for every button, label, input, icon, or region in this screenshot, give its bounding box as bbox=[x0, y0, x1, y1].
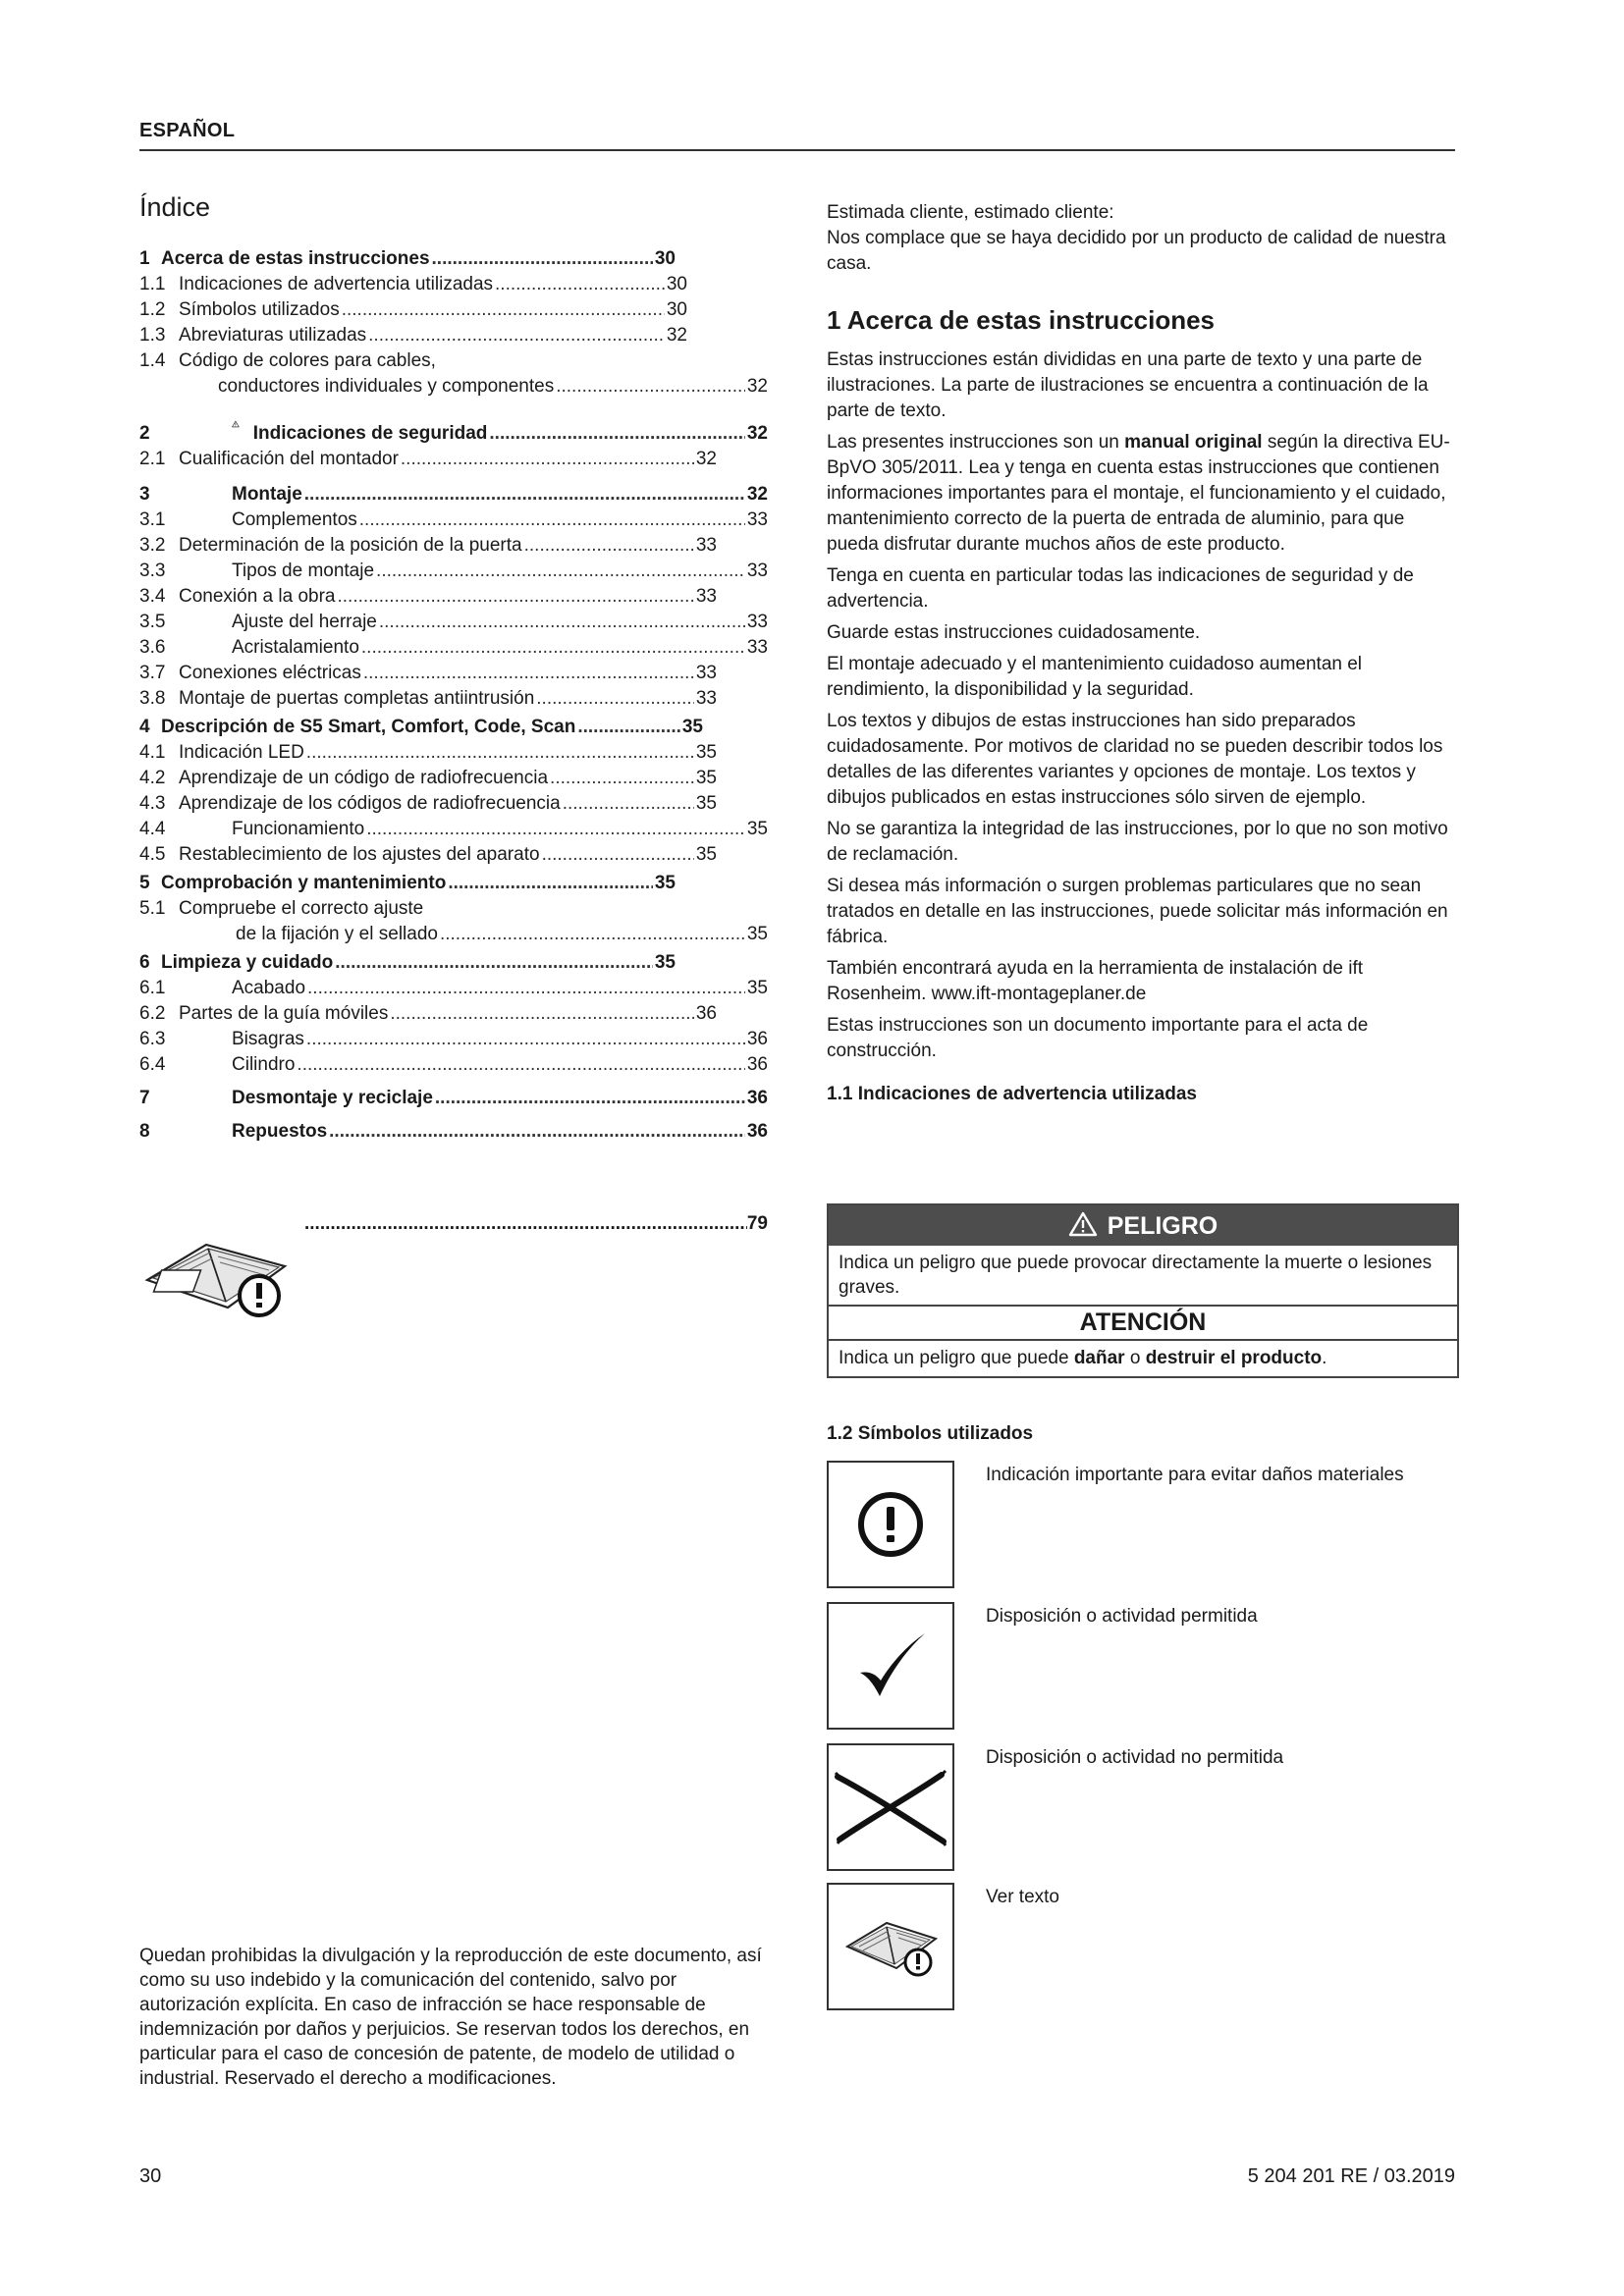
section-1-paragraph-5: El montaje adecuado y el mantenimiento cuidadoso aumentan el rendimiento, la disponibilidad y la seguridad. bbox=[827, 654, 1363, 700]
book-icon bbox=[841, 1907, 940, 1986]
book-icon bbox=[139, 1223, 293, 1321]
toc-entry-1-1[interactable]: 1.1 Indicaciones de advertencia utilizadas ..... 30 bbox=[139, 272, 768, 297]
section-1-paragraph-2: Las presentes instrucciones son un manual original según la directiva EU-BpVO 305/2011. Lea y tenga en cuenta estas instrucciones que contienen informaciones importantes para el montaje, el funcionamiento y el cuidado, mantenimiento correcto de la puerta de entrada de aluminio, para que pueda disfrutar durante muchos años de este producto. bbox=[827, 432, 1450, 555]
toc-entry-3-2[interactable]: 3.2 Determinación de la posición de la puerta ..... 33 bbox=[139, 533, 768, 559]
toc-heading: Índice bbox=[139, 192, 211, 222]
right-column bbox=[827, 200, 1455, 1119]
toc-image-section-page: 79 bbox=[746, 1213, 768, 1234]
toc-entry-6-2[interactable]: 6.2 Partes de la guía móviles ..... 36 bbox=[139, 1001, 768, 1027]
symbol-row-important bbox=[827, 1461, 1455, 1588]
toc-entry-4[interactable]: 4 Descripción de S5 Smart, Comfort, Code, Scan ..... 35 bbox=[139, 715, 768, 740]
toc-entry-3-3[interactable]: 3.3 Tipos de montaje ..... 33 bbox=[139, 559, 768, 584]
toc-entry-5[interactable]: 5 Comprobación y mantenimiento ..... 35 bbox=[139, 871, 768, 896]
symbol-row-see-text bbox=[827, 1883, 1455, 2010]
toc-entry-4-3[interactable]: 4.3 Aprendizaje de los códigos de radiofrecuencia ..... 35 bbox=[139, 791, 768, 817]
section-1-paragraph-8: Si desea más información o surgen problemas particulares que no sean tratados en detalle en las instrucciones, puede solicitar más información en fábrica. bbox=[827, 876, 1448, 947]
symbol-see-text-text: Ver texto bbox=[986, 1887, 1059, 1907]
section-1-paragraph-3: Tenga en cuenta en particular todas las indicaciones de seguridad y de advertencia. bbox=[827, 565, 1414, 612]
section-1-paragraph-10: Estas instrucciones son un documento importante para el acta de construcción. bbox=[827, 1015, 1369, 1061]
toc-entry-1-4-continued[interactable]: conductores individuales y componentes ..... 32 bbox=[139, 374, 768, 400]
toc-entry-1-4[interactable]: 1.4 Código de colores para cables, bbox=[139, 350, 436, 371]
toc-entry-1-2[interactable]: 1.2 Símbolos utilizados ..... 30 bbox=[139, 297, 768, 323]
section-1-paragraph-9: También encontrará ayuda en la herramienta de instalación de ift Rosenheim. www.ift-montageplaner.de bbox=[827, 958, 1364, 1004]
intro-greeting: Estimada cliente, estimado cliente: bbox=[827, 202, 1114, 223]
toc-entry-4-1[interactable]: 4.1 Indicación LED ..... 35 bbox=[139, 740, 768, 766]
section-1-paragraph-1: Estas instrucciones están divididas en una parte de texto y una parte de ilustraciones. La parte de ilustraciones se encuentra a continuación de la parte de texto. bbox=[827, 349, 1429, 421]
warning-levels-table bbox=[827, 1203, 1459, 1378]
cross-mark-icon bbox=[832, 1763, 949, 1851]
section-1-paragraph-4: Guarde estas instrucciones cuidadosamente. bbox=[827, 622, 1201, 643]
symbol-permitted-text: Disposición o actividad permitida bbox=[986, 1606, 1258, 1627]
section-1-paragraph-7: No se garantiza la integridad de las instrucciones, por lo que no son motivo de reclamación. bbox=[827, 819, 1448, 865]
toc-entry-6[interactable]: 6 Limpieza y cuidado ..... 35 bbox=[139, 950, 768, 976]
warning-triangle-icon bbox=[1068, 1211, 1098, 1237]
check-mark-icon bbox=[846, 1622, 935, 1710]
attention-description: Indica un peligro que puede dañar o destruir el producto. bbox=[839, 1348, 1327, 1368]
header-language: ESPAÑOL bbox=[139, 120, 236, 141]
toc-entry-4-5[interactable]: 4.5 Restablecimiento de los ajustes del aparato ..... 35 bbox=[139, 842, 768, 868]
toc-entry-5-1-continued[interactable]: de la fijación y el sellado ..... 35 bbox=[139, 922, 768, 947]
toc-entry-3-7[interactable]: 3.7 Conexiones eléctricas ..... 33 bbox=[139, 661, 768, 686]
toc-entry-7[interactable]: 7 Desmontaje y reciclaje ..... 36 bbox=[139, 1086, 768, 1111]
toc-entry-5-1[interactable]: 5.1 Compruebe el correcto ajuste bbox=[139, 898, 424, 919]
toc-image-section-row[interactable] bbox=[139, 1213, 768, 1321]
exclamation-circle-icon bbox=[851, 1485, 930, 1564]
toc-entry-2-1[interactable]: 2.1 Cualificación del montador ..... 32 bbox=[139, 447, 768, 472]
symbol-row-permitted bbox=[827, 1602, 1455, 1730]
toc-entry-1[interactable]: 1 Acerca de estas instrucciones ..... 30 bbox=[139, 246, 768, 272]
attention-label: ATENCIÓN bbox=[829, 1307, 1457, 1341]
toc-entry-1-3[interactable]: 1.3 Abreviaturas utilizadas ..... 32 bbox=[139, 323, 768, 348]
footer-page-number: 30 bbox=[139, 2165, 162, 2187]
toc-entry-6-1[interactable]: 6.1 Acabado ..... 35 bbox=[139, 976, 768, 1001]
toc-entry-3-1[interactable]: 3.1 Complementos ..... 33 bbox=[139, 507, 768, 533]
section-1-2-heading: 1.2 Símbolos utilizados bbox=[827, 1423, 1034, 1444]
danger-label: PELIGRO bbox=[1107, 1212, 1218, 1240]
toc-entry-3[interactable]: 3 Montaje ..... 32 bbox=[139, 482, 768, 507]
table-of-contents bbox=[139, 243, 768, 1145]
symbol-row-not-permitted bbox=[827, 1743, 1455, 1871]
toc-entry-4-4[interactable]: 4.4 Funcionamiento ..... 35 bbox=[139, 817, 768, 842]
toc-entry-3-4[interactable]: 3.4 Conexión a la obra ..... 33 bbox=[139, 584, 768, 610]
toc-entry-3-6[interactable]: 3.6 Acristalamiento ..... 33 bbox=[139, 635, 768, 661]
toc-entry-2[interactable]: 2 Indicaciones de seguridad ..... 32 bbox=[139, 409, 768, 447]
toc-entry-4-2[interactable]: 4.2 Aprendizaje de un código de radiofrecuencia ..... 35 bbox=[139, 766, 768, 791]
toc-entry-6-4[interactable]: 6.4 Cilindro ..... 36 bbox=[139, 1052, 768, 1078]
danger-header bbox=[829, 1205, 1457, 1246]
footer-document-reference: 5 204 201 RE / 03.2019 bbox=[1247, 2165, 1455, 2187]
intro-thanks: Nos complace que se haya decidido por un producto de calidad de nuestra casa. bbox=[827, 228, 1446, 274]
header-rule bbox=[139, 149, 1455, 151]
section-1-heading: 1 Acerca de estas instrucciones bbox=[827, 305, 1216, 335]
toc-entry-8[interactable]: 8 Repuestos ..... 36 bbox=[139, 1119, 768, 1145]
symbol-not-permitted-text: Disposición o actividad no permitida bbox=[986, 1747, 1284, 1768]
section-1-paragraph-6: Los textos y dibujos de estas instrucciones han sido preparados cuidadosamente. Por motivos de claridad no se pueden describir todos los detalles de las diferentes variantes y opciones de montaje. Los textos y dibujos publicados en estas instrucciones sólo sirven de ejemplo. bbox=[827, 711, 1443, 808]
section-1-1-heading: 1.1 Indicaciones de advertencia utilizadas bbox=[827, 1084, 1197, 1104]
toc-entry-6-3[interactable]: 6.3 Bisagras ..... 36 bbox=[139, 1027, 768, 1052]
legal-notice: Quedan prohibidas la divulgación y la reproducción de este documento, así como su uso indebido y la comunicación del contenido, salvo por autorización explícita. En caso de infracción se hace responsable de indemnización por daños y perjuicios. Se reservan todos los derechos, en particular para el caso de concesión de patente, de modelo de utilidad o industrial. Reservado el derecho a modificaciones. bbox=[139, 1946, 762, 2089]
toc-entry-3-8[interactable]: 3.8 Montaje de puertas completas antiintrusión ..... 33 bbox=[139, 686, 768, 712]
toc-entry-3-5[interactable]: 3.5 Ajuste del herraje ..... 33 bbox=[139, 610, 768, 635]
danger-description: Indica un peligro que puede provocar directamente la muerte o lesiones graves. bbox=[829, 1246, 1457, 1307]
warning-triangle-icon bbox=[232, 409, 240, 439]
symbol-important-text: Indicación importante para evitar daños materiales bbox=[986, 1465, 1404, 1485]
